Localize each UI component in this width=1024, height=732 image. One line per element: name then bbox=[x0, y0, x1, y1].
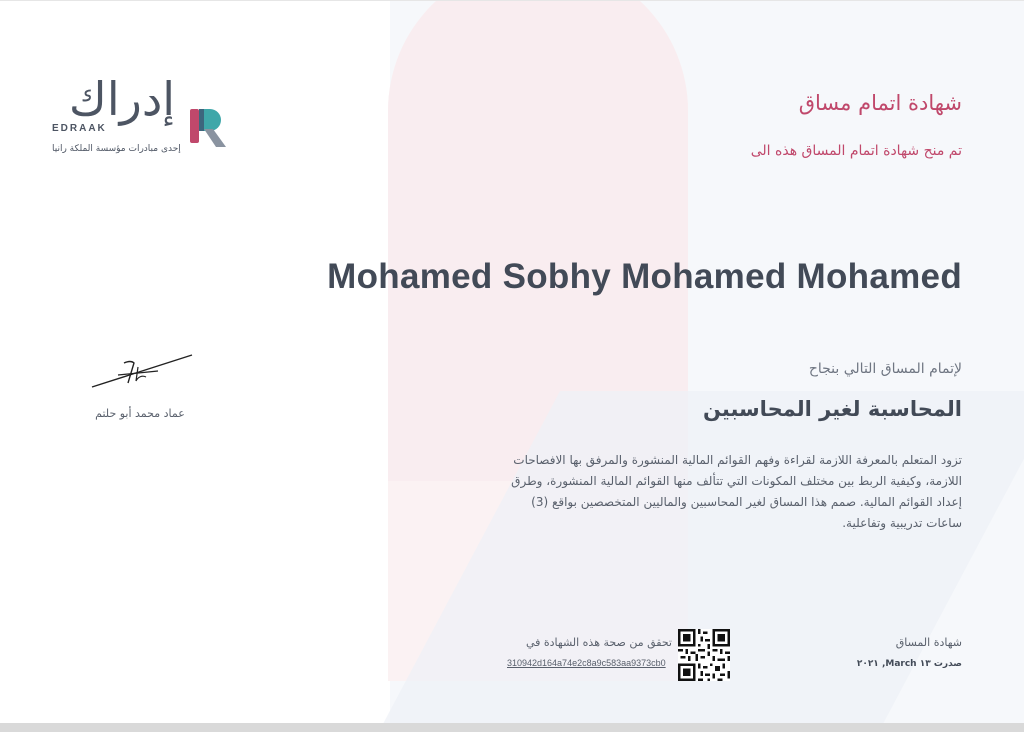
qr-code-icon[interactable] bbox=[678, 629, 730, 681]
issue-label: شهادة المساق bbox=[895, 636, 962, 649]
course-description: تزود المتعلم بالمعرفة اللازمة لقراءة وفهم القوائم المالية المنشورة والمرفق بها الافصاحات اللازمة، وكيفية الربط بين مختلف المكونات التي تتألف منها القوائم المالية المنشورة، وطرق إعداد القوائم المالية. صمم هذا المساق لغير المحاسبين والماليين المتخصصين بواقع (3) ساعات تدريبية وتفاعلية. bbox=[511, 453, 962, 530]
edraak-logo-icon bbox=[186, 107, 230, 151]
completion-label: لإتمام المساق التالي بنجاح bbox=[808, 361, 962, 377]
issue-date: صدرت ١٣ March, ٢٠٢١ bbox=[856, 659, 962, 669]
logo-latin-text: EDRAAK bbox=[52, 123, 107, 134]
bottom-bar bbox=[0, 723, 1024, 732]
verification-text: تحقق من صحة هذه الشهادة في bbox=[525, 636, 672, 649]
signer-name: عماد محمد أبو حلتم bbox=[95, 407, 185, 420]
certificate-title: شهادة اتمام مساق bbox=[798, 91, 962, 115]
logo-tagline: إحدى مبادرات مؤسسة الملكة رانيا bbox=[52, 144, 181, 154]
recipient-name: Mohamed Sobhy Mohamed Mohamed bbox=[327, 257, 962, 296]
signature-image bbox=[88, 351, 198, 393]
certificate-subtitle: تم منح شهادة اتمام المساق هذه الى bbox=[750, 143, 962, 159]
course-name: المحاسبة لغير المحاسبين bbox=[702, 397, 962, 421]
verification-link[interactable]: 310942d164a74e2c8a9c583aa9373cb0 bbox=[507, 658, 666, 668]
logo-wordmark: إدراك bbox=[68, 72, 176, 126]
